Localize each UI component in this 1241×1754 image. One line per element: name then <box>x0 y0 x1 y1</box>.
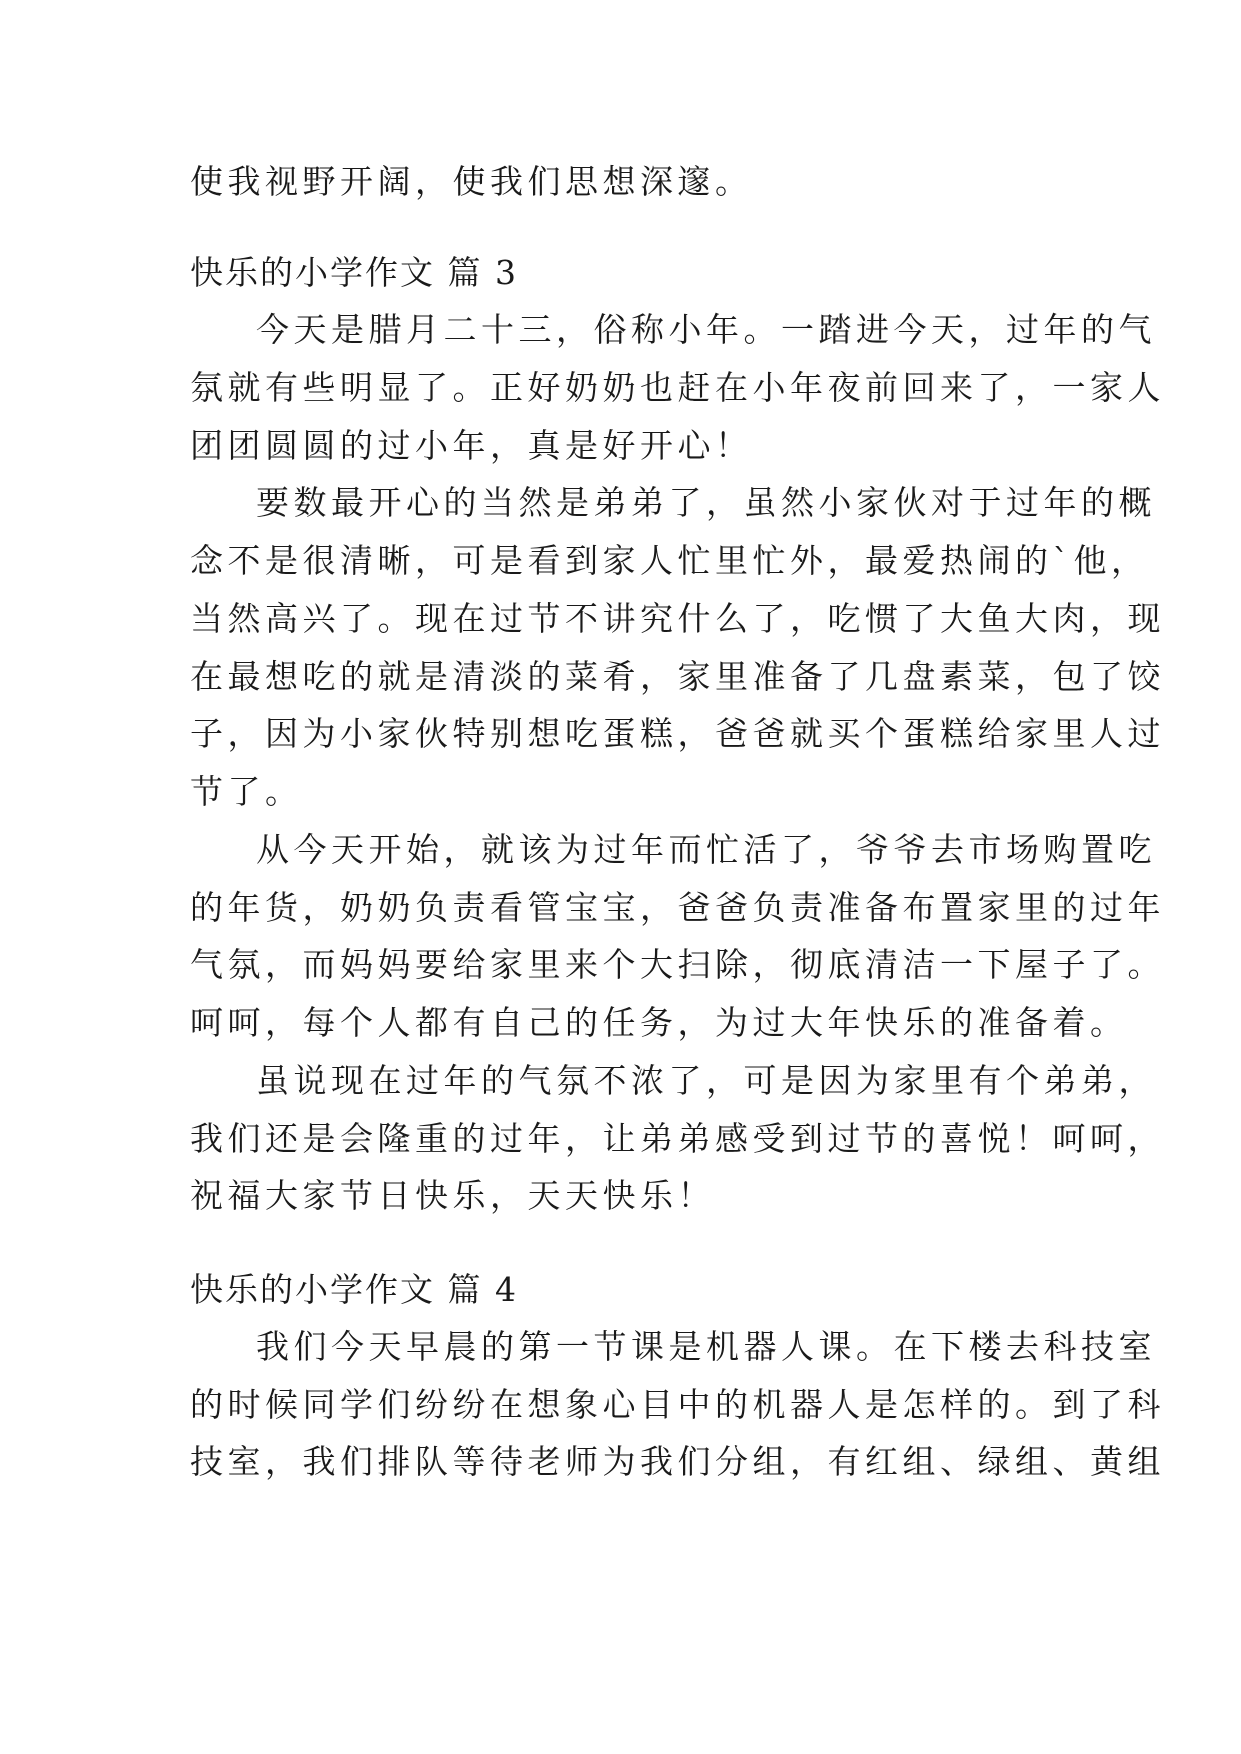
section-3-line-12: 气氛，而妈妈要给家里来个大扫除，彻底清洁一下屋子了。 <box>190 945 1165 984</box>
section-3-line-2: 氛就有些明显了。正好奶奶也赶在小年夜前回来了，一家人 <box>190 368 1165 407</box>
section-3-line-9: 节了。 <box>190 772 303 811</box>
section-3-line-5: 念不是很清晰，可是看到家人忙里忙外，最爱热闹的`他， <box>190 541 1149 580</box>
section-3-line-7: 在最想吃的就是清淡的菜肴，家里准备了几盘素菜，包了饺 <box>190 657 1165 696</box>
section-3-line-6: 当然高兴了。现在过节不讲究什么了，吃惯了大鱼大肉，现 <box>190 599 1165 638</box>
section-3-line-13: 呵呵，每个人都有自己的任务，为过大年快乐的准备着。 <box>190 1003 1128 1042</box>
section-3-title: 快乐的小学作文 篇 3 <box>190 253 518 292</box>
section-3-line-11: 的年货，奶奶负责看管宝宝，爸爸负责准备布置家里的过年 <box>190 888 1165 927</box>
section-4-line-1: 我们今天早晨的第一节课是机器人课。在下楼去科技室 <box>256 1327 1156 1366</box>
section-3-line-16: 祝福大家节日快乐，天天快乐！ <box>190 1176 715 1215</box>
section-3-line-15: 我们还是会隆重的过年，让弟弟感受到过节的喜悦！呵呵， <box>190 1119 1165 1158</box>
section-3-line-8: 子，因为小家伙特别想吃蛋糕，爸爸就买个蛋糕给家里人过 <box>190 714 1165 753</box>
section-3-line-10: 从今天开始，就该为过年而忙活了，爷爷去市场购置吃 <box>256 830 1156 869</box>
section-3-line-1: 今天是腊月二十三，俗称小年。一踏进今天，过年的气 <box>256 310 1156 349</box>
section-3-line-14: 虽说现在过年的气氛不浓了，可是因为家里有个弟弟， <box>256 1061 1156 1100</box>
section-3-line-3: 团团圆圆的过小年，真是好开心！ <box>190 426 753 465</box>
section-4-line-2: 的时候同学们纷纷在想象心目中的机器人是怎样的。到了科 <box>190 1385 1165 1424</box>
section-4-line-3: 技室，我们排队等待老师为我们分组，有红组、绿组、黄组 <box>190 1442 1165 1481</box>
section-3-line-4: 要数最开心的当然是弟弟了，虽然小家伙对于过年的概 <box>256 483 1156 522</box>
section-4-title: 快乐的小学作文 篇 4 <box>190 1270 518 1309</box>
intro-line: 使我视野开阔，使我们思想深邃。 <box>190 162 753 201</box>
